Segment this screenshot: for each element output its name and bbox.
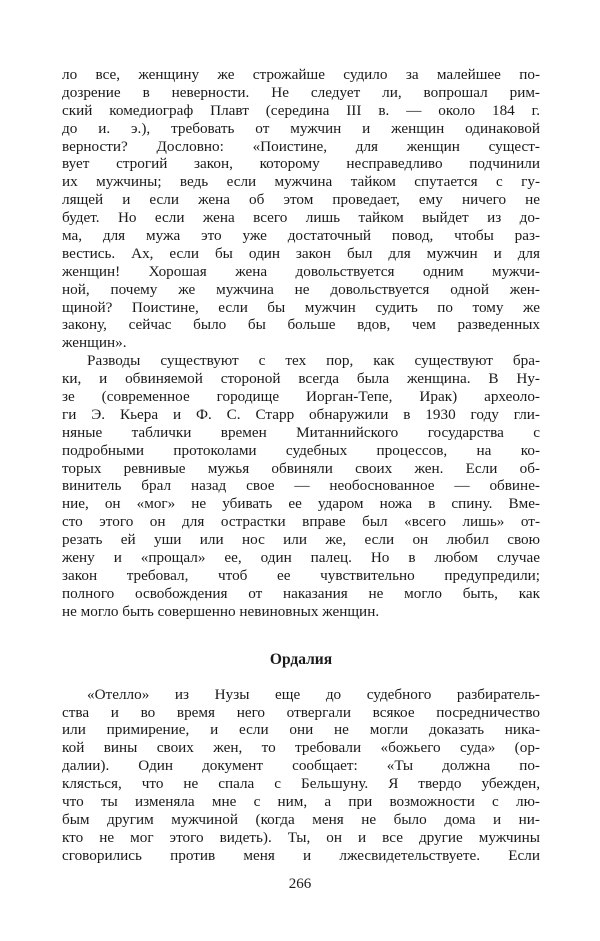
text-line: ной, почему же мужчина не довольствуется одной жен-	[62, 280, 540, 298]
paragraph	[62, 66, 540, 352]
text-line: что ты изменяла мне с ним, а при возможности с лю-	[62, 792, 540, 810]
text-line: резать ей уши или нос или же, если он любил свою	[62, 531, 540, 549]
page-body	[62, 66, 540, 865]
text-line: клясться, что не спала с Бельшуну. Я твердо убежден,	[62, 775, 540, 793]
text-line: ки, и обвиняемой стороной всегда была женщина. В Ну-	[62, 370, 540, 388]
text-line: их мужчины; ведь если мужчина тайком спутается с гу-	[62, 173, 540, 191]
text-line: ма, для мужа это уже достаточный повод, чтобы раз-	[62, 227, 540, 245]
text-line: щиной? Поистине, если бы мужчин судить по тому же	[62, 298, 540, 316]
text-line: или примирение, и если они не могли доказать ника-	[62, 721, 540, 739]
text-line: не могло быть совершенно невиновных женщин.	[62, 602, 380, 620]
text-line: до и. э.), требовать от мужчин и женщин одинаковой	[62, 119, 540, 137]
text-line: закону, сейчас было бы больше вдов, чем разведенных	[62, 316, 540, 334]
text-line: верности? Дословно: «Поистине, для женщин сущест-	[62, 137, 540, 155]
text-line: лящей и если жена об этом проведает, ему ничего не	[62, 191, 540, 209]
text-line: зе (современное городище Иорган-Тепе, Ирак) археоло-	[62, 388, 540, 406]
text-line: вует строгий закон, которому несправедливо подчинили	[62, 155, 540, 173]
text-line: сговорились против меня и лжесвидетельствуете. Если	[62, 846, 540, 864]
paragraph	[62, 352, 540, 620]
text-line: бым другим мужчиной (когда меня не было дома и ни-	[62, 810, 540, 828]
text-line: ние, он «мог» не убивать ее ударом ножа в спину. Вме-	[62, 495, 540, 513]
text-line: няные таблички времен Митаннийского государства с	[62, 423, 540, 441]
text-line: ло все, женщину же строжайше судило за малейшее по-	[62, 66, 540, 83]
text-line: закон требовал, чтоб ее чувствительно предупредили;	[62, 566, 540, 584]
text-line: Разводы существуют с тех пор, как существуют бра-	[87, 352, 540, 370]
text-line: полного освобождения от наказания не могло быть, как	[62, 584, 540, 602]
section-heading: Ордалия	[269, 650, 333, 668]
text-line: ский комедиограф Плавт (середина III в. — около 184 г.	[62, 101, 540, 119]
text-line: винитель брал назад свое — необоснованное — обвине-	[62, 477, 540, 495]
paragraph	[62, 686, 540, 865]
text-line: женщин».	[62, 334, 127, 352]
text-line: ги Э. Кьера и Ф. С. Старр обнаружили в 1930 году гли-	[62, 405, 540, 423]
text-line: женщин! Хорошая жена довольствуется одним мужчи-	[62, 262, 540, 280]
text-after-heading	[62, 686, 540, 865]
text-line: вестись. Ах, если бы один закон был для мужчин и для	[62, 244, 540, 262]
text-line: жену и «прощал» ее, один палец. Но в любом случае	[62, 549, 540, 567]
text-line: кто не мог этого видеть). Ты, он и все другие мужчины	[62, 828, 540, 846]
text-line: подробными протоколами судебных процессов, на ко-	[62, 441, 540, 459]
text-line: ства и во время него отвергали всякое посредничество	[62, 703, 540, 721]
text-line: торых ревнивые мужья обвиняли своих жен. Если об-	[62, 459, 540, 477]
text-line: сто этого он для острастки вправе был «всего лишь» от-	[62, 513, 540, 531]
text-line: «Отелло» из Нузы еще до судебного разбиратель-	[87, 685, 540, 703]
text-line: будет. Но если жена всего лишь тайком выйдет из до-	[62, 209, 540, 227]
text-line: дозрение в неверности. Не следует ли, вопрошал рим-	[62, 83, 540, 101]
text-line: далии). Один документ сообщает: «Ты должна по-	[62, 757, 540, 775]
text-line: кой вины своих жен, то требовали «божьего суда» (ор-	[62, 739, 540, 757]
page-number: 266	[288, 876, 312, 892]
text-before-heading	[62, 66, 540, 621]
